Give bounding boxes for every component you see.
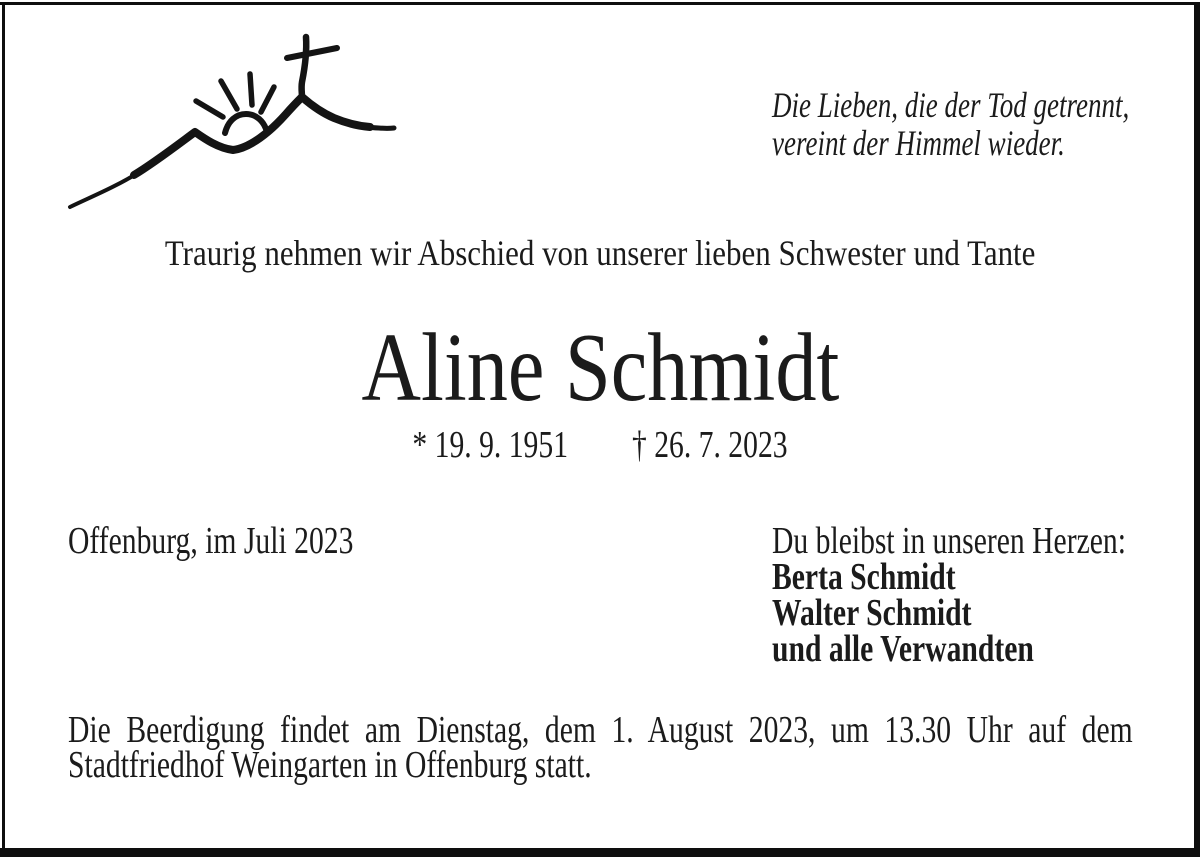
cross-bar xyxy=(287,48,337,58)
sun-ray-up xyxy=(250,74,252,105)
funeral-details-line2: Stadtfriedhof Weingarten in Offenburg statt. xyxy=(68,744,592,786)
sun-ray-upright xyxy=(261,87,274,112)
sun-ray-left xyxy=(196,101,223,117)
place-date-text: Offenburg, im Juli 2023 xyxy=(68,520,354,562)
cross-vertical xyxy=(302,37,307,97)
deceased-name-heading xyxy=(0,314,1200,422)
mourners-lead-text: Du bleibst in unseren Herzen: xyxy=(772,520,1126,562)
scan-border-top xyxy=(0,2,1200,5)
announcement-text: Traurig nehmen wir Abschied von unserer lieben Schwester und Tante xyxy=(164,233,1036,273)
scan-border-bottom xyxy=(0,848,1200,857)
mourner-name-line xyxy=(772,556,1200,598)
funeral-details-line1: Die Beerdigung findet am Dienstag, dem 1. August 2023, um 13.30 Uhr auf dem xyxy=(68,709,1133,751)
deceased-name-text: Aline Schmidt xyxy=(361,314,839,422)
mourner-name-2: Walter Schmidt xyxy=(772,592,972,634)
epitaph-quote-line xyxy=(772,124,1200,162)
mountain-sun-cross-icon xyxy=(58,22,403,212)
sun-arc xyxy=(225,114,267,133)
ridge-main xyxy=(134,97,370,175)
epitaph-quote-line xyxy=(772,86,1200,124)
birth-date: * 19. 9. 1951 xyxy=(412,424,569,466)
death-date: † 26. 7. 2023 xyxy=(631,424,788,466)
ridge-left-tail xyxy=(70,173,138,207)
funeral-details-paragraph xyxy=(68,709,1133,786)
epitaph-quote xyxy=(772,86,1200,162)
mourner-name-3: und alle Verwandten xyxy=(772,628,1034,670)
ridge-right-tail xyxy=(366,127,394,128)
life-dates xyxy=(132,425,1068,465)
scan-border-left xyxy=(2,2,5,855)
mourners-lead-line xyxy=(772,520,1200,562)
mourner-name-line xyxy=(772,592,1200,634)
mourner-name-line xyxy=(772,628,1200,670)
mourner-name-1: Berta Schmidt xyxy=(772,556,956,598)
announcement-line xyxy=(0,233,1200,273)
epitaph-quote-line2-text: vereint der Himmel wieder. xyxy=(772,123,1065,163)
epitaph-quote-line1-text: Die Lieben, die der Tod getrennt, xyxy=(772,85,1130,125)
mourners-block xyxy=(772,520,1200,670)
place-date-line xyxy=(68,520,434,562)
sun-ray-upleft xyxy=(221,81,237,109)
